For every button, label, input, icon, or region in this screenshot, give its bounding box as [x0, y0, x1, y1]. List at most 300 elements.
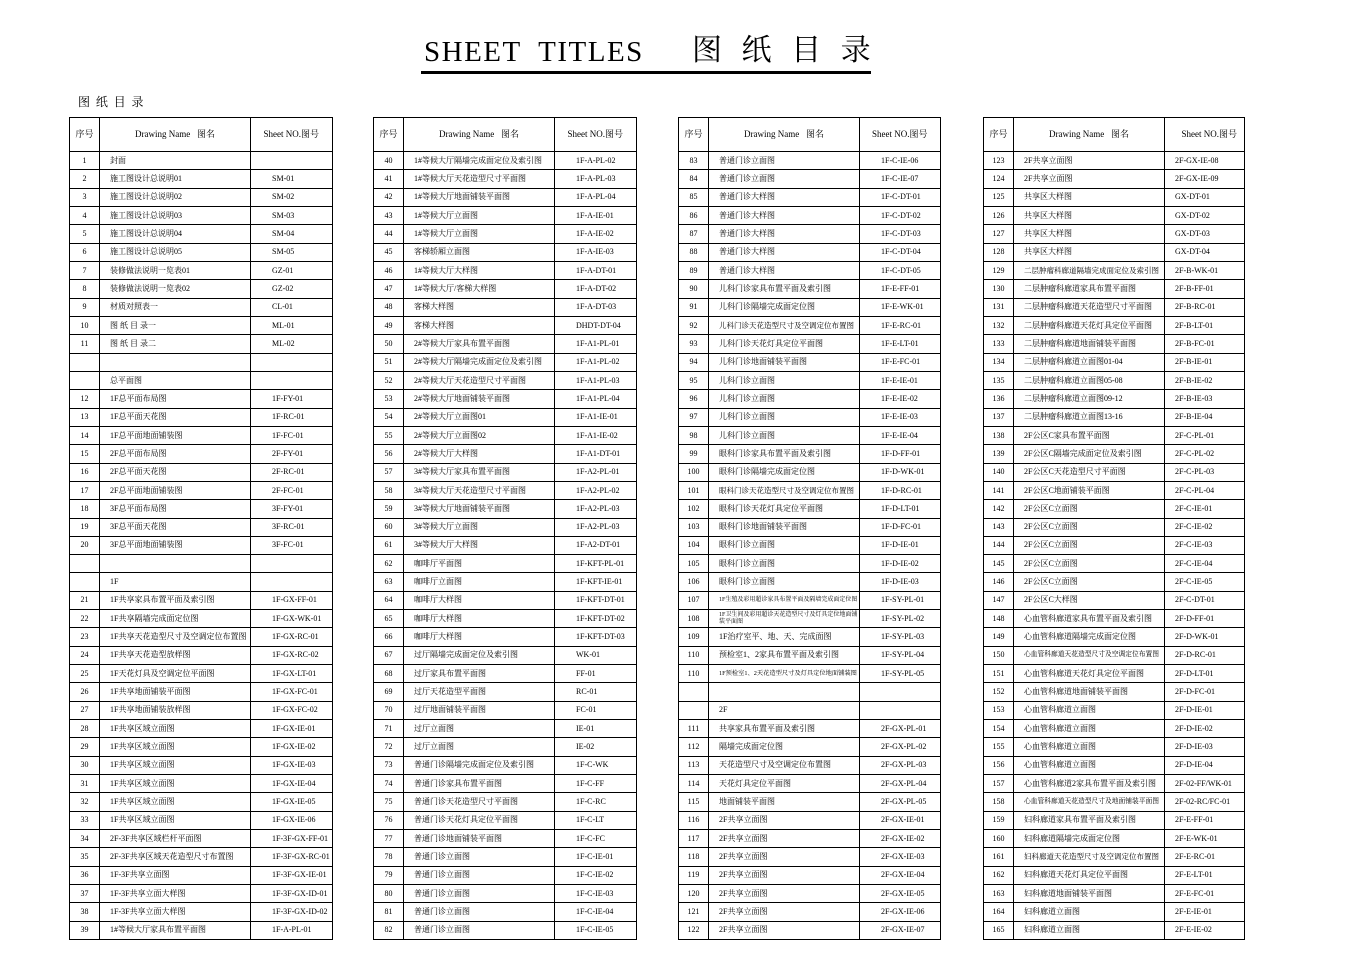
sheet-number: 2F-GX-PL-03: [860, 757, 941, 775]
sheet-number: 1F-KFT-DT-01: [555, 592, 637, 610]
title-underline: [421, 71, 871, 74]
header-number: 序号: [984, 118, 1014, 152]
sheet-number: 2F-B-FC-01: [1165, 335, 1245, 353]
row-number: 85: [679, 189, 709, 207]
row-number: 79: [374, 867, 404, 885]
drawing-name: 二层肿瘤科廊道立面图05-08: [1014, 372, 1165, 390]
row-number: 119: [679, 867, 709, 885]
drawing-name: 妇科廊道立面图: [1014, 922, 1165, 940]
sheet-number: 1F-E-LT-01: [860, 335, 941, 353]
sheet-number: 1F-E-IE-02: [860, 390, 941, 408]
drawing-name: 眼科门诊家具布置平面及索引图: [709, 445, 860, 463]
row-number: 71: [374, 720, 404, 738]
row-number: 157: [984, 775, 1014, 793]
drawing-name: 1F共享区域立面图: [100, 775, 251, 793]
header-number: 序号: [679, 118, 709, 152]
row-number: 142: [984, 500, 1014, 518]
row-number: 46: [374, 262, 404, 280]
drawing-name: 妇科廊道隔墙完成面定位图: [1014, 830, 1165, 848]
row-number: 91: [679, 299, 709, 317]
sheet-number: 1F-GX-IE-04: [251, 775, 333, 793]
row-number: 80: [374, 885, 404, 903]
drawing-name: 心血管科廊道立面图: [1014, 757, 1165, 775]
row-number: 23: [70, 628, 100, 646]
sheet-number: 1F-C-IE-04: [555, 903, 637, 921]
row-number: 139: [984, 445, 1014, 463]
drawing-name: [709, 683, 860, 701]
row-number: 58: [374, 482, 404, 500]
row-number: 112: [679, 738, 709, 756]
drawing-name: 材质对照表一: [100, 299, 251, 317]
drawing-name: 儿科门诊立面图: [709, 427, 860, 445]
drawing-name: 过厅立面图: [404, 720, 555, 738]
drawing-index-table-2: [373, 117, 637, 940]
row-number: 48: [374, 299, 404, 317]
row-number: 153: [984, 702, 1014, 720]
row-number: 105: [679, 555, 709, 573]
drawing-name: 3F总平面天花图: [100, 519, 251, 537]
drawing-name: 心血管科廊道家具布置平面及索引图: [1014, 610, 1165, 628]
sheet-number: ML-02: [251, 335, 333, 353]
row-number: 97: [679, 409, 709, 427]
row-number: 92: [679, 317, 709, 335]
sheet-number: 1F-A2-PL-02: [555, 482, 637, 500]
drawing-name: 2F公区C地面铺装平面图: [1014, 482, 1165, 500]
sheet-number: 1F-FC-01: [251, 427, 333, 445]
row-number: [679, 683, 709, 701]
row-number: 87: [679, 225, 709, 243]
drawing-name: 二层肿瘤科廊道天花造型尺寸平面图: [1014, 299, 1165, 317]
row-number: 45: [374, 244, 404, 262]
drawing-name: 妇科廊道家具布置平面及索引图: [1014, 812, 1165, 830]
row-number: 1: [70, 152, 100, 170]
sheet-number: 2F-E-IE-01: [1165, 903, 1245, 921]
row-number: 126: [984, 207, 1014, 225]
sheet-number: 1F-C-IE-05: [555, 922, 637, 940]
row-number: 154: [984, 720, 1014, 738]
drawing-name: 3#等候大厅地面铺装平面图: [404, 500, 555, 518]
drawing-name: 二层肿瘤科廊道地面铺装平面图: [1014, 335, 1165, 353]
row-number: 14: [70, 427, 100, 445]
drawing-name: 儿科门诊隔墙完成面定位图: [709, 299, 860, 317]
drawing-name: [100, 354, 251, 372]
drawing-name: 二层肿瘤科廊道家具布置平面图: [1014, 280, 1165, 298]
row-number: 73: [374, 757, 404, 775]
row-number: 52: [374, 372, 404, 390]
drawing-name: 2F共享立面图: [709, 922, 860, 940]
drawing-name: 眼科门诊天花灯具定位平面图: [709, 500, 860, 518]
sheet-number: 1F-A2-PL-03: [555, 519, 637, 537]
sheet-title-english: SHEET TITLES: [424, 36, 644, 68]
sheet-number: 1F-3F-GX-IE-01: [251, 867, 333, 885]
row-number: 103: [679, 519, 709, 537]
drawing-name: 天花造型尺寸及空调定位布置图: [709, 757, 860, 775]
row-number: 149: [984, 628, 1014, 646]
index-subtitle: 图 纸 目 录: [78, 95, 145, 109]
drawing-index-table-1: [69, 117, 333, 940]
header-sheet-number: Sheet NO.图号: [1165, 118, 1245, 152]
sheet-number: 1F-E-FC-01: [860, 354, 941, 372]
row-number: 109: [679, 628, 709, 646]
sheet-number: 1F-C-DT-05: [860, 262, 941, 280]
row-number: 15: [70, 445, 100, 463]
row-number: 21: [70, 592, 100, 610]
row-number: 82: [374, 922, 404, 940]
row-number: 29: [70, 738, 100, 756]
row-number: 147: [984, 592, 1014, 610]
sheet-number: 1F-SY-PL-05: [860, 665, 941, 683]
drawing-name: 3#等候大厅天花造型尺寸平面图: [404, 482, 555, 500]
sheet-number: 1F-C-IE-03: [555, 885, 637, 903]
drawing-name: 2#等候大厅大样图: [404, 445, 555, 463]
sheet-number: 2F-FY-01: [251, 445, 333, 463]
row-number: 84: [679, 170, 709, 188]
drawing-name: 二层肿瘤科廊道立面图13-16: [1014, 409, 1165, 427]
sheet-number: SM-03: [251, 207, 333, 225]
drawing-name: 普通门诊天花造型尺寸平面图: [404, 793, 555, 811]
drawing-name: 咖啡厅立面图: [404, 573, 555, 591]
sheet-number: 2F-C-IE-04: [1165, 555, 1245, 573]
sheet-number: 2F-GX-IE-09: [1165, 170, 1245, 188]
row-number: 104: [679, 537, 709, 555]
row-number: 121: [679, 903, 709, 921]
drawing-name: 儿科门诊立面图: [709, 372, 860, 390]
drawing-name: 心血管科廊道2家具布置平面及索引图: [1014, 775, 1165, 793]
drawing-name: 二层肿瘤科廊道隔墙完成面定位及索引图: [1014, 262, 1165, 280]
row-number: 11: [70, 335, 100, 353]
drawing-name: 过厅家具布置平面图: [404, 665, 555, 683]
row-number: 34: [70, 830, 100, 848]
sheet-number: 2F-D-RC-01: [1165, 647, 1245, 665]
drawing-name: 2F总平面地面铺装图: [100, 482, 251, 500]
row-number: 158: [984, 793, 1014, 811]
header-drawing-name: Drawing Name 图名: [100, 118, 251, 152]
sheet-number: [251, 152, 333, 170]
row-number: 77: [374, 830, 404, 848]
row-number: 165: [984, 922, 1014, 940]
drawing-name: 过厅立面图: [404, 738, 555, 756]
sheet-number: 1F-GX-IE-03: [251, 757, 333, 775]
sheet-number: 1F-A-PL-04: [555, 189, 637, 207]
sheet-number: 1F-GX-LT-01: [251, 665, 333, 683]
drawing-name: 二层肿瘤科廊道立面图09-12: [1014, 390, 1165, 408]
drawing-name: 施工图设计总说明02: [100, 189, 251, 207]
sheet-number: 1F-3F-GX-ID-01: [251, 885, 333, 903]
row-number: 110: [679, 647, 709, 665]
drawing-name: 2F公区C立面图: [1014, 537, 1165, 555]
drawing-name: 心血管科廊道立面图: [1014, 702, 1165, 720]
row-number: 140: [984, 464, 1014, 482]
row-number: 50: [374, 335, 404, 353]
sheet-number: 1F-C-DT-03: [860, 225, 941, 243]
drawing-name: 咖啡厅大样图: [404, 628, 555, 646]
row-number: 107: [679, 592, 709, 610]
row-number: 24: [70, 647, 100, 665]
sheet-number: 2F-02-FF/WK-01: [1165, 775, 1245, 793]
sheet-number: GX-DT-04: [1165, 244, 1245, 262]
sheet-number: 1F-FY-01: [251, 390, 333, 408]
sheet-number: 1F-GX-RC-01: [251, 628, 333, 646]
sheet-number: 2F-GX-PL-01: [860, 720, 941, 738]
sheet-number: 2F-GX-PL-04: [860, 775, 941, 793]
drawing-index-table-4: [983, 117, 1245, 940]
drawing-name: 3F总平面地面铺装图: [100, 537, 251, 555]
sheet-number: 1F-C-DT-02: [860, 207, 941, 225]
row-number: 66: [374, 628, 404, 646]
row-number: 125: [984, 189, 1014, 207]
row-number: 123: [984, 152, 1014, 170]
row-number: 146: [984, 573, 1014, 591]
drawing-name: 咖啡厅平面图: [404, 555, 555, 573]
row-number: 31: [70, 775, 100, 793]
drawing-name: 2#等候大厅立面图01: [404, 409, 555, 427]
sheet-number: 1F-A1-DT-01: [555, 445, 637, 463]
drawing-name: 共享区大样图: [1014, 207, 1165, 225]
drawing-name: 普通门诊大样图: [709, 225, 860, 243]
row-number: 49: [374, 317, 404, 335]
sheet-number: 2F-E-WK-01: [1165, 830, 1245, 848]
row-number: 43: [374, 207, 404, 225]
row-number: 4: [70, 207, 100, 225]
sheet-number: 1F-SY-PL-04: [860, 647, 941, 665]
row-number: [679, 702, 709, 720]
sheet-number: ML-01: [251, 317, 333, 335]
sheet-number: [860, 683, 941, 701]
row-number: 144: [984, 537, 1014, 555]
header-drawing-name: Drawing Name 图名: [1014, 118, 1165, 152]
row-number: [70, 354, 100, 372]
sheet-number: 1F-C-DT-01: [860, 189, 941, 207]
sheet-number: 2F-02-RC/FC-01: [1165, 793, 1245, 811]
row-number: 56: [374, 445, 404, 463]
drawing-name: 总平面图: [100, 372, 251, 390]
sheet-number: 2F-D-IE-03: [1165, 738, 1245, 756]
sheet-number: 2F-RC-01: [251, 464, 333, 482]
drawing-name: 普通门诊天花灯具定位平面图: [404, 812, 555, 830]
row-number: 54: [374, 409, 404, 427]
sheet-number: 1F-3F-GX-ID-02: [251, 903, 333, 921]
sheet-number: 2F-C-PL-02: [1165, 445, 1245, 463]
row-number: 111: [679, 720, 709, 738]
row-number: 17: [70, 482, 100, 500]
row-number: 44: [374, 225, 404, 243]
sheet-number: 1F-A2-DT-01: [555, 537, 637, 555]
sheet-number: 2F-B-RC-01: [1165, 299, 1245, 317]
drawing-name: 妇科廊道地面铺装平面图: [1014, 885, 1165, 903]
header-sheet-number: Sheet NO.图号: [251, 118, 333, 152]
row-number: 12: [70, 390, 100, 408]
row-number: 93: [679, 335, 709, 353]
drawing-name: 图 纸 目 录二: [100, 335, 251, 353]
row-number: 75: [374, 793, 404, 811]
drawing-name: 客梯大样图: [404, 317, 555, 335]
sheet-number: 2F-E-IE-02: [1165, 922, 1245, 940]
sheet-number: 2F-GX-IE-05: [860, 885, 941, 903]
row-number: 113: [679, 757, 709, 775]
sheet-number: 1F-A1-PL-01: [555, 335, 637, 353]
row-number: 59: [374, 500, 404, 518]
sheet-number: 2F-GX-PL-02: [860, 738, 941, 756]
row-number: 101: [679, 482, 709, 500]
sheet-number: 2F-E-LT-01: [1165, 867, 1245, 885]
drawing-name: 2F公区C立面图: [1014, 519, 1165, 537]
sheet-number: 1F-GX-WK-01: [251, 610, 333, 628]
sheet-number: 2F-C-IE-05: [1165, 573, 1245, 591]
row-number: 61: [374, 537, 404, 555]
row-number: 100: [679, 464, 709, 482]
sheet-number: GX-DT-01: [1165, 189, 1245, 207]
row-number: 76: [374, 812, 404, 830]
row-number: 122: [679, 922, 709, 940]
sheet-number: 1F-E-IE-04: [860, 427, 941, 445]
sheet-number: 2F-GX-IE-03: [860, 848, 941, 866]
row-number: 18: [70, 500, 100, 518]
drawing-name: 施工图设计总说明04: [100, 225, 251, 243]
sheet-number: 1F-A2-PL-01: [555, 464, 637, 482]
row-number: 117: [679, 830, 709, 848]
sheet-number: 1F-A-DT-02: [555, 280, 637, 298]
row-number: 67: [374, 647, 404, 665]
drawing-name: 咖啡厅大样图: [404, 610, 555, 628]
row-number: 62: [374, 555, 404, 573]
row-number: 129: [984, 262, 1014, 280]
sheet-number: 1F-SY-PL-01: [860, 592, 941, 610]
row-number: 72: [374, 738, 404, 756]
drawing-name: 2F-3F共享区域栏杆平面图: [100, 830, 251, 848]
row-number: 19: [70, 519, 100, 537]
sheet-number: 1F-C-IE-07: [860, 170, 941, 188]
row-number: 81: [374, 903, 404, 921]
sheet-number: 2F-B-IE-02: [1165, 372, 1245, 390]
drawing-name: 2F共享立面图: [1014, 152, 1165, 170]
sheet-title-chinese: 图 纸 目 录: [692, 33, 876, 68]
drawing-name: 普通门诊大样图: [709, 262, 860, 280]
sheet-number: 1F-C-FC: [555, 830, 637, 848]
sheet-number: 1F-C-IE-06: [860, 152, 941, 170]
sheet-number: 1F-D-IE-03: [860, 573, 941, 591]
row-number: 108: [679, 610, 709, 628]
drawing-name: 1F共享天花造型尺寸及空调定位布置图: [100, 628, 251, 646]
drawing-name: 1#等候大厅家具布置平面图: [100, 922, 251, 940]
row-number: 32: [70, 793, 100, 811]
drawing-name: 普通门诊立面图: [404, 867, 555, 885]
sheet-number: 1F-C-WK: [555, 757, 637, 775]
row-number: 83: [679, 152, 709, 170]
drawing-name: 眼科门诊地面铺装平面图: [709, 519, 860, 537]
sheet-number: 1F-GX-FC-02: [251, 702, 333, 720]
sheet-number: 1F-D-FC-01: [860, 519, 941, 537]
sheet-number: 1F-GX-IE-05: [251, 793, 333, 811]
drawing-name: 过厅天花造型平面图: [404, 683, 555, 701]
row-number: 94: [679, 354, 709, 372]
drawing-name: 1#等候大厅立面图: [404, 225, 555, 243]
drawing-name: 地面铺装平面图: [709, 793, 860, 811]
drawing-name: 1F卫生间及彩用超诊天花造型尺寸及灯具定位地面铺装平面图: [709, 610, 860, 628]
row-number: 51: [374, 354, 404, 372]
drawing-name: 普通门诊大样图: [709, 244, 860, 262]
sheet-number: 1F-D-FF-01: [860, 445, 941, 463]
row-number: 160: [984, 830, 1014, 848]
sheet-number: 3F-RC-01: [251, 519, 333, 537]
row-number: 68: [374, 665, 404, 683]
sheet-number: 2F-D-FF-01: [1165, 610, 1245, 628]
drawing-name: 2F共享立面图: [709, 830, 860, 848]
sheet-number: 1F-A1-PL-04: [555, 390, 637, 408]
row-number: 131: [984, 299, 1014, 317]
row-number: 116: [679, 812, 709, 830]
sheet-number: 2F-C-IE-02: [1165, 519, 1245, 537]
drawing-name: 普通门诊立面图: [709, 170, 860, 188]
row-number: 143: [984, 519, 1014, 537]
drawing-name: 儿科门诊家具布置平面及索引图: [709, 280, 860, 298]
row-number: 64: [374, 592, 404, 610]
row-number: 36: [70, 867, 100, 885]
row-number: 102: [679, 500, 709, 518]
sheet-number: 2F-B-IE-04: [1165, 409, 1245, 427]
sheet-number: 2F-D-WK-01: [1165, 628, 1245, 646]
drawing-name: 3#等候大厅大样图: [404, 537, 555, 555]
row-number: 120: [679, 885, 709, 903]
drawing-name: 3#等候大厅家具布置平面图: [404, 464, 555, 482]
sheet-number: 1F-E-FF-01: [860, 280, 941, 298]
sheet-number: 1F-KFT-DT-02: [555, 610, 637, 628]
drawing-name: 共享区大样图: [1014, 244, 1165, 262]
drawing-name: 1#等候大厅地面铺装平面图: [404, 189, 555, 207]
row-number: 148: [984, 610, 1014, 628]
sheet-number: [860, 702, 941, 720]
row-number: 53: [374, 390, 404, 408]
sheet-number: 1F-A-IE-03: [555, 244, 637, 262]
sheet-number: GZ-01: [251, 262, 333, 280]
row-number: 162: [984, 867, 1014, 885]
drawing-name: 心血管科廊道立面图: [1014, 738, 1165, 756]
drawing-name: 2F共享立面图: [709, 848, 860, 866]
row-number: 63: [374, 573, 404, 591]
row-number: 152: [984, 683, 1014, 701]
row-number: [70, 555, 100, 573]
drawing-name: 1F-3F共享立面大样图: [100, 903, 251, 921]
sheet-number: 1F-D-IE-02: [860, 555, 941, 573]
drawing-name: 2F公区C大样图: [1014, 592, 1165, 610]
drawing-name: 妇科廊道立面图: [1014, 903, 1165, 921]
sheet-number: 2F-GX-IE-08: [1165, 152, 1245, 170]
row-number: 96: [679, 390, 709, 408]
row-number: 25: [70, 665, 100, 683]
sheet-number: 1F-A1-IE-01: [555, 409, 637, 427]
drawing-name: 普通门诊隔墙完成面定位及索引图: [404, 757, 555, 775]
drawing-name: 心血管科廊道天花造型尺寸及地面铺装平面图: [1014, 793, 1165, 811]
sheet-number: 1F-RC-01: [251, 409, 333, 427]
drawing-name: 心血管科廊道隔墙完成面定位图: [1014, 628, 1165, 646]
sheet-number: 2F-B-IE-03: [1165, 390, 1245, 408]
sheet-number: 2F-GX-IE-06: [860, 903, 941, 921]
sheet-number: SM-02: [251, 189, 333, 207]
header-drawing-name: Drawing Name 图名: [404, 118, 555, 152]
row-number: 2: [70, 170, 100, 188]
sheet-number: 1F-E-IE-03: [860, 409, 941, 427]
row-number: 74: [374, 775, 404, 793]
sheet-number: 1F-E-WK-01: [860, 299, 941, 317]
drawing-name: [100, 555, 251, 573]
sheet-number: WK-01: [555, 647, 637, 665]
row-number: 6: [70, 244, 100, 262]
row-number: 114: [679, 775, 709, 793]
row-number: 124: [984, 170, 1014, 188]
drawing-name: 2F: [709, 702, 860, 720]
row-number: 20: [70, 537, 100, 555]
sheet-number: 1F-GX-FC-01: [251, 683, 333, 701]
sheet-number: 1F-D-WK-01: [860, 464, 941, 482]
